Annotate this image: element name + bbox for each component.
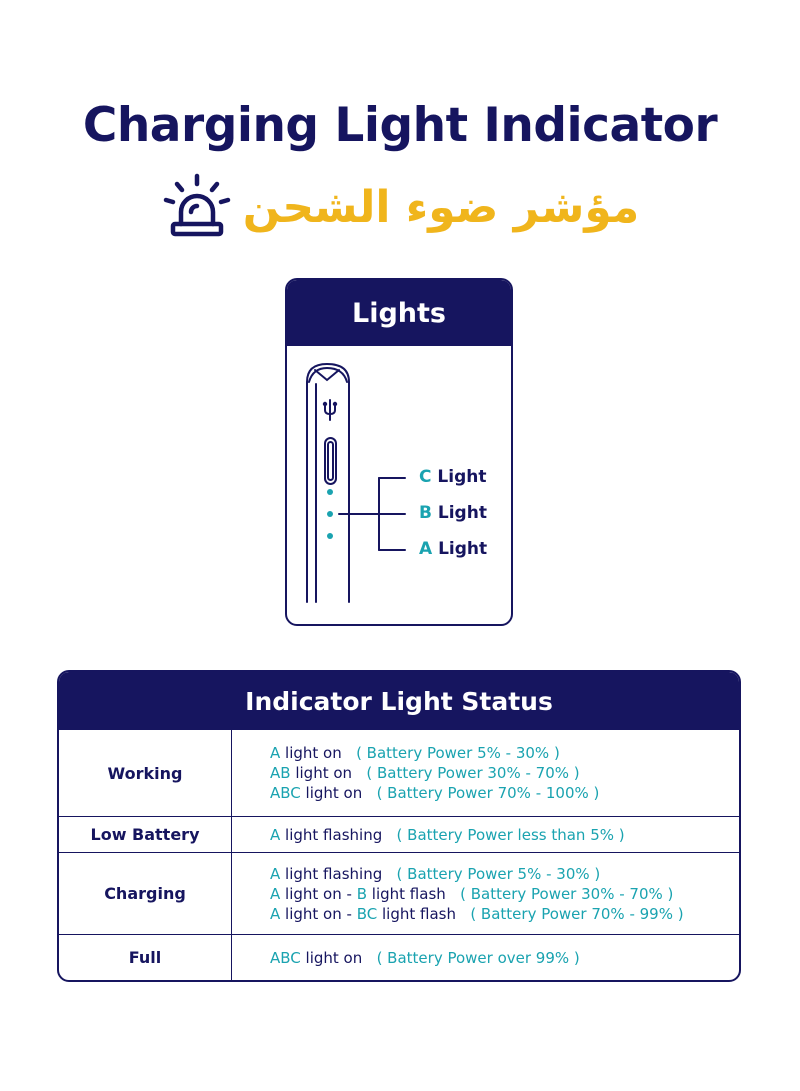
table-row-charging [59, 852, 739, 934]
status-table-header: Indicator Light Status [59, 672, 739, 730]
light-a-dot [327, 533, 333, 539]
usb-icon [324, 400, 336, 420]
status-line: A light on ( Battery Power 5% - 30% ) [270, 744, 560, 762]
status-table [57, 670, 741, 982]
row-details [232, 817, 739, 852]
row-label: Working [59, 730, 232, 816]
table-row-working [59, 730, 739, 816]
light-label-b: B Light [419, 503, 487, 523]
light-label-c: C Light [419, 467, 487, 487]
row-details [232, 853, 739, 934]
arabic-title-row [0, 172, 800, 242]
page-title: Charging Light Indicator [82, 98, 718, 153]
status-line: A light flashing ( Battery Power less than 5% ) [270, 825, 625, 844]
status-line: A light on - BC light flash ( Battery Power 70% - 99% ) [270, 904, 684, 923]
status-line: ABC light on ( Battery Power over 99% ) [270, 948, 580, 967]
status-line: A light flashing ( Battery Power 5% - 30% ) [270, 864, 601, 883]
row-label: Charging [59, 853, 232, 934]
light-b-dot [327, 511, 333, 517]
light-c-dot [327, 489, 333, 495]
arabic-title: مؤشر ضوء الشحن [242, 181, 640, 233]
lights-panel-header: Lights [287, 280, 511, 346]
status-line: A light on - B light flash ( Battery Power 30% - 70% ) [270, 884, 674, 903]
table-row-full [59, 934, 739, 980]
table-row-low-battery [59, 816, 739, 852]
status-line: ABC light on ( Battery Power 70% - 100% ) [270, 784, 600, 802]
row-details [232, 730, 739, 816]
row-details [232, 935, 739, 980]
siren-icon [161, 172, 233, 242]
status-line: AB light on ( Battery Power 30% - 70% ) [270, 764, 580, 782]
row-label: Full [59, 935, 232, 980]
lights-panel [285, 278, 513, 626]
row-label: Low Battery [59, 817, 232, 852]
light-label-a: A Light [419, 539, 488, 559]
